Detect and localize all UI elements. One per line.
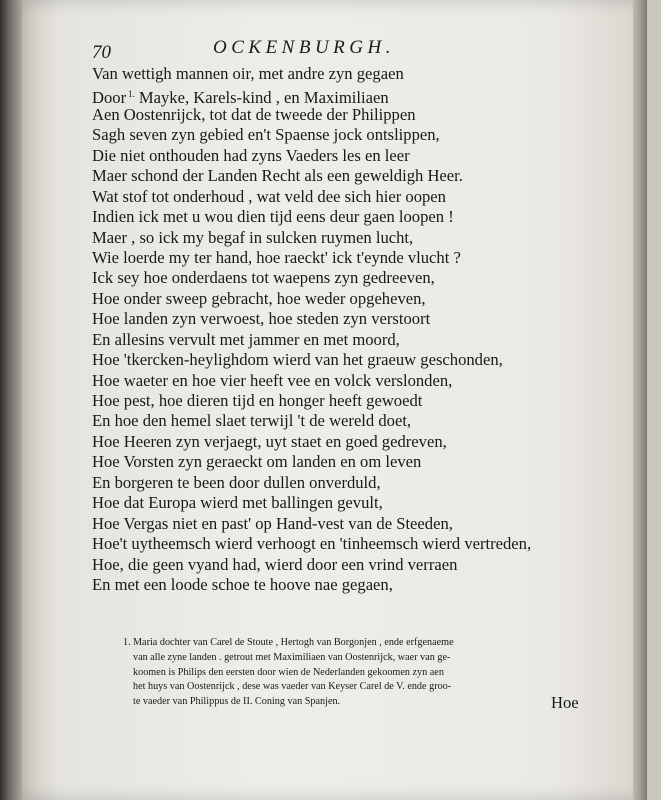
footnote-line: te vaeder van Philippus de II. Coning van Spanjen. [133, 696, 341, 708]
verse-line [92, 391, 632, 411]
verse-line [92, 473, 632, 493]
verse-line [92, 330, 632, 350]
verse-line [92, 534, 632, 554]
verse-text: Hoe waeter en hoe vier heeft vee en volck verslonden, [92, 370, 453, 390]
verse-line [92, 350, 632, 370]
page-edge [633, 0, 647, 800]
verse-line [92, 309, 632, 329]
verse-text: Maer , so ick my begaf in sulcken ruymen lucht, [92, 227, 414, 247]
verse-text: Hoe Vorsten zyn geraeckt om landen en om leven [92, 452, 422, 472]
running-head: OCKENBURGH. [213, 37, 395, 58]
verse-body [92, 64, 632, 595]
verse-text: Maer schond der Landen Recht als een geweldigh Heer. [92, 166, 463, 186]
verse-text: Mayke, Karels-kind , en Maximiliaen [138, 88, 389, 108]
verse-line [92, 268, 632, 288]
verse-text: Hoe, die geen vyand had, wierd door een vrind verraen [92, 554, 458, 574]
verse-text: En borgeren te been door dullen onverduld, [92, 472, 381, 492]
page-number: 70 [92, 42, 111, 63]
verse-line [92, 146, 632, 166]
verse-text: Hoe Vergas niet en past' op Hand-vest van de Steeden, [92, 513, 453, 533]
verse-line [92, 432, 632, 452]
verse-text: Wat stof tot onderhoud , wat veld dee sich hier oopen [92, 186, 446, 206]
verse-text: En hoe den hemel slaet terwijl 't de wereld doet, [92, 411, 412, 431]
verse-line [92, 84, 632, 108]
book-spine-shadow [0, 0, 22, 800]
note-reference: 1. [128, 89, 135, 100]
verse-line [92, 64, 632, 84]
verse-text: Indien ick met u wou dien tijd eens deur gaen loopen ! [92, 207, 454, 227]
verse-text: Die niet onthouden had zyns Vaeders les en leer [92, 145, 410, 165]
verse-text: Ick sey hoe onderdaens tot waepens zyn gedreeven, [92, 268, 435, 288]
verse-line [92, 514, 632, 534]
verse-text: Hoe't uytheemsch wierd verhoogt en 'tinheemsch wierd vertreden, [92, 534, 532, 554]
verse-text: En met een loode schoe te hoove nae gegaen, [92, 574, 393, 594]
verse-text: Hoe dat Europa wierd met ballingen gevult, [92, 493, 383, 513]
verse-text: En allesins vervult met jammer en met moord, [92, 329, 400, 349]
footnote-text [133, 636, 553, 710]
verse-line [92, 371, 632, 391]
verse-text: Van wettigh mannen oir, met andre zyn gegaen [92, 64, 404, 83]
verse-line [92, 555, 632, 575]
verse-line [92, 166, 632, 186]
verse-text: Hoe onder sweep gebracht, hoe weder opgeheven, [92, 288, 426, 308]
verse-text: Hoe landen zyn verwoest, hoe steden zyn verstoort [92, 309, 431, 329]
verse-line [92, 187, 632, 207]
verse-text: Wie loerde my ter hand, hoe raeckt' ick t'eynde vlucht ? [92, 247, 461, 267]
verse-line [92, 289, 632, 309]
verse-line [92, 575, 632, 595]
verse-text: Door [92, 88, 127, 108]
verse-line [92, 248, 632, 268]
footnote-line: Maria dochter van Carel de Stoute , Hertogh van Borgonjen , ende erfgenaeme [133, 637, 454, 648]
footnote [123, 636, 553, 710]
footnote-line: het huys van Oostenrijck , dese was vaeder van Keyser Carel de V. ende groo- [133, 681, 452, 693]
verse-line [92, 207, 632, 227]
verse-text: Hoe pest, hoe dieren tijd en honger heeft gewoedt [92, 391, 423, 410]
verse-line [92, 105, 632, 125]
verse-line [92, 452, 632, 472]
verse-line [92, 493, 632, 513]
verse-text: Sagh seven zyn gebied en't Spaense jock ontslippen, [92, 125, 440, 145]
verse-line [92, 411, 632, 431]
verse-text: Hoe 'tkercken-heylighdom wierd van het graeuw geschonden, [92, 350, 503, 370]
verse-line [92, 228, 632, 248]
footnote-line: koomen is Philips den eersten door wien de Nederlanden gekoomen zyn aen [133, 666, 444, 678]
footnote-line: van alle zyne landen . getrout met Maximiliaen van Oostenrijck, waer van ge- [133, 651, 451, 663]
verse-text: Hoe Heeren zyn verjaegt, uyt staet en goed gedreven, [92, 431, 447, 451]
footnote-marker: 1. [123, 637, 131, 648]
catchword: Hoe [551, 693, 579, 712]
verse-line [92, 125, 632, 145]
verse-text: Aen Oostenrijck, tot dat de tweede der Philippen [92, 104, 416, 124]
